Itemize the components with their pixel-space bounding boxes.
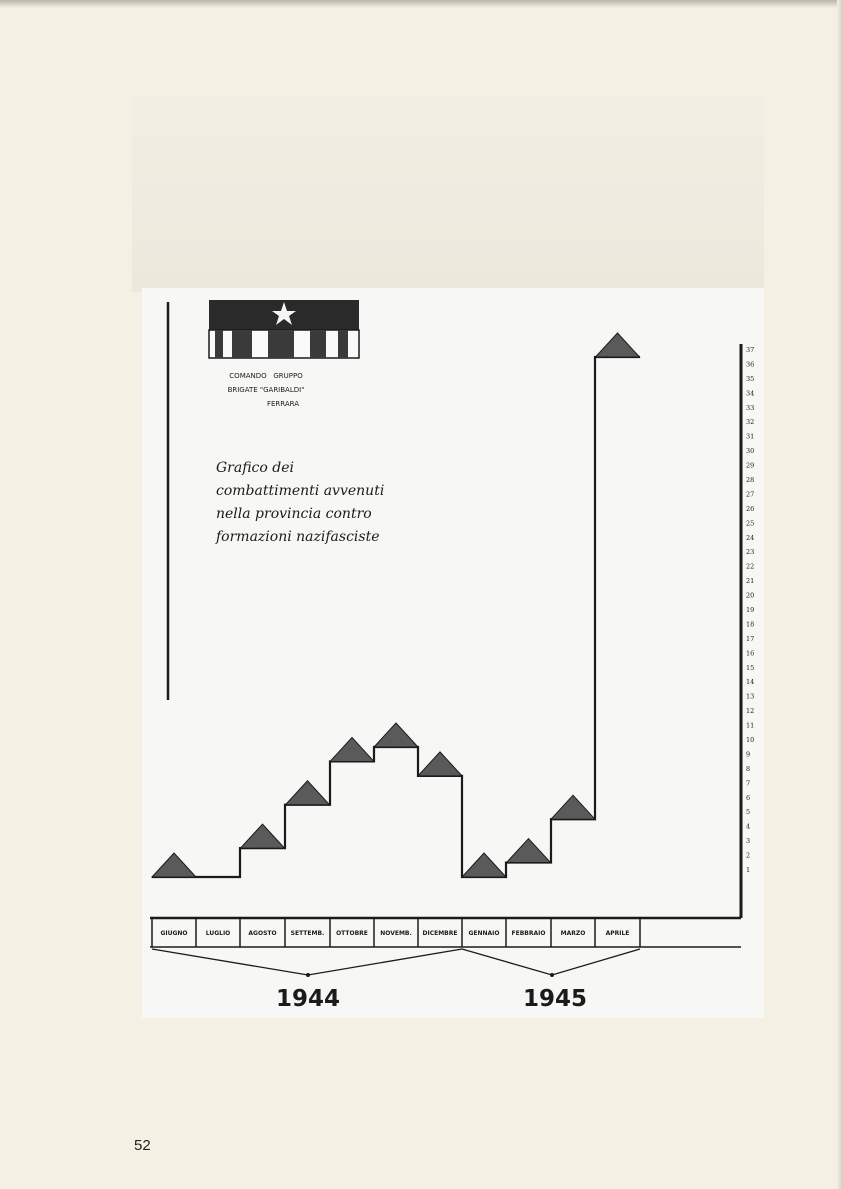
data-series [152,333,640,877]
y-tick-32: 32 [746,418,755,427]
y-tick-30: 30 [746,447,755,456]
y-tick-7: 7 [746,779,751,788]
caption-line-3: nella provincia contro [216,506,372,522]
y-tick-10: 10 [746,736,755,744]
y-tick-37: 37 [746,346,755,354]
caption-line-2: combattimenti avvenuti [216,483,385,499]
month-label-7: GENNAIO [468,930,500,937]
y-tick-25: 25 [746,519,755,528]
month-strip [150,918,741,947]
y-tick-19: 19 [746,606,755,614]
y-tick-20: 20 [746,591,755,600]
y-tick-11: 11 [746,721,755,730]
month-label-8: FEBBRAIO [511,930,546,937]
marker-gennaio [462,853,506,877]
caption-line-1: Grafico dei [216,460,295,476]
brigade-flag-logo [209,300,359,358]
y-tick-33: 33 [746,403,755,412]
marker-novemb [374,723,418,747]
y-tick-35: 35 [746,374,755,383]
year-bracket-dot-0 [306,973,310,977]
y-tick-2: 2 [746,851,751,860]
y-tick-13: 13 [746,692,755,701]
year-brackets [152,949,640,977]
month-label-6: DICEMBRE [422,930,458,937]
month-label-1: LUGLIO [205,930,231,937]
y-tick-8: 8 [746,764,751,773]
y-tick-22: 22 [746,562,755,571]
y-tick-14: 14 [746,678,755,687]
y-tick-26: 26 [746,504,755,513]
step-line [152,357,640,877]
year-bracket-dot-1 [550,973,554,977]
month-label-0: GIUGNO [160,930,188,937]
y-tick-15: 15 [746,663,755,672]
year-bracket-1944 [152,949,462,975]
month-label-5: NOVEMB. [380,930,412,937]
marker-aprile [596,333,640,357]
y-tick-28: 28 [746,476,755,484]
y-tick-6: 6 [746,793,751,802]
y-tick-23: 23 [746,548,755,557]
y-tick-1: 1 [746,866,751,874]
month-label-3: SETTEMB. [290,930,325,937]
month-label-9: MARZO [560,930,586,937]
y-tick-24: 24 [746,533,755,542]
marker-ottobre [330,737,374,761]
header-line-1: COMANDO GRUPPO [229,372,303,380]
marker-settemb [286,781,330,805]
y-tick-31: 31 [746,432,755,441]
year-label-1945: 1945 [522,986,588,1012]
y-tick-9: 9 [746,750,751,759]
y-tick-labels [746,346,754,874]
y-tick-12: 12 [746,707,755,716]
header-line-2: BRIGATE "GARIBALDI" [227,386,305,394]
month-label-10: APRILE [605,930,630,937]
marker-febbraio [507,839,551,863]
marker-dicembre [418,752,462,776]
y-tick-27: 27 [746,490,755,499]
marker-agosto [241,824,285,848]
y-tick-34: 34 [746,389,755,398]
caption-line-4: formazioni nazifasciste [216,529,380,545]
year-label-1944: 1944 [275,986,341,1012]
marker-marzo [551,795,595,819]
y-tick-36: 36 [746,360,755,369]
year-bracket-1945 [462,949,640,975]
y-tick-3: 3 [746,837,751,846]
y-tick-17: 17 [746,634,755,643]
y-tick-5: 5 [746,808,751,817]
y-tick-18: 18 [746,620,755,629]
header-line-3: FERRARA [266,400,300,408]
month-label-4: OTTOBRE [336,930,368,937]
y-tick-4: 4 [746,822,751,831]
y-tick-29: 29 [746,461,755,470]
marker-giugno [152,853,196,877]
y-tick-21: 21 [746,577,755,586]
page-number: 52 [134,1137,151,1154]
y-tick-16: 16 [746,649,755,658]
month-label-2: AGOSTO [248,930,277,937]
